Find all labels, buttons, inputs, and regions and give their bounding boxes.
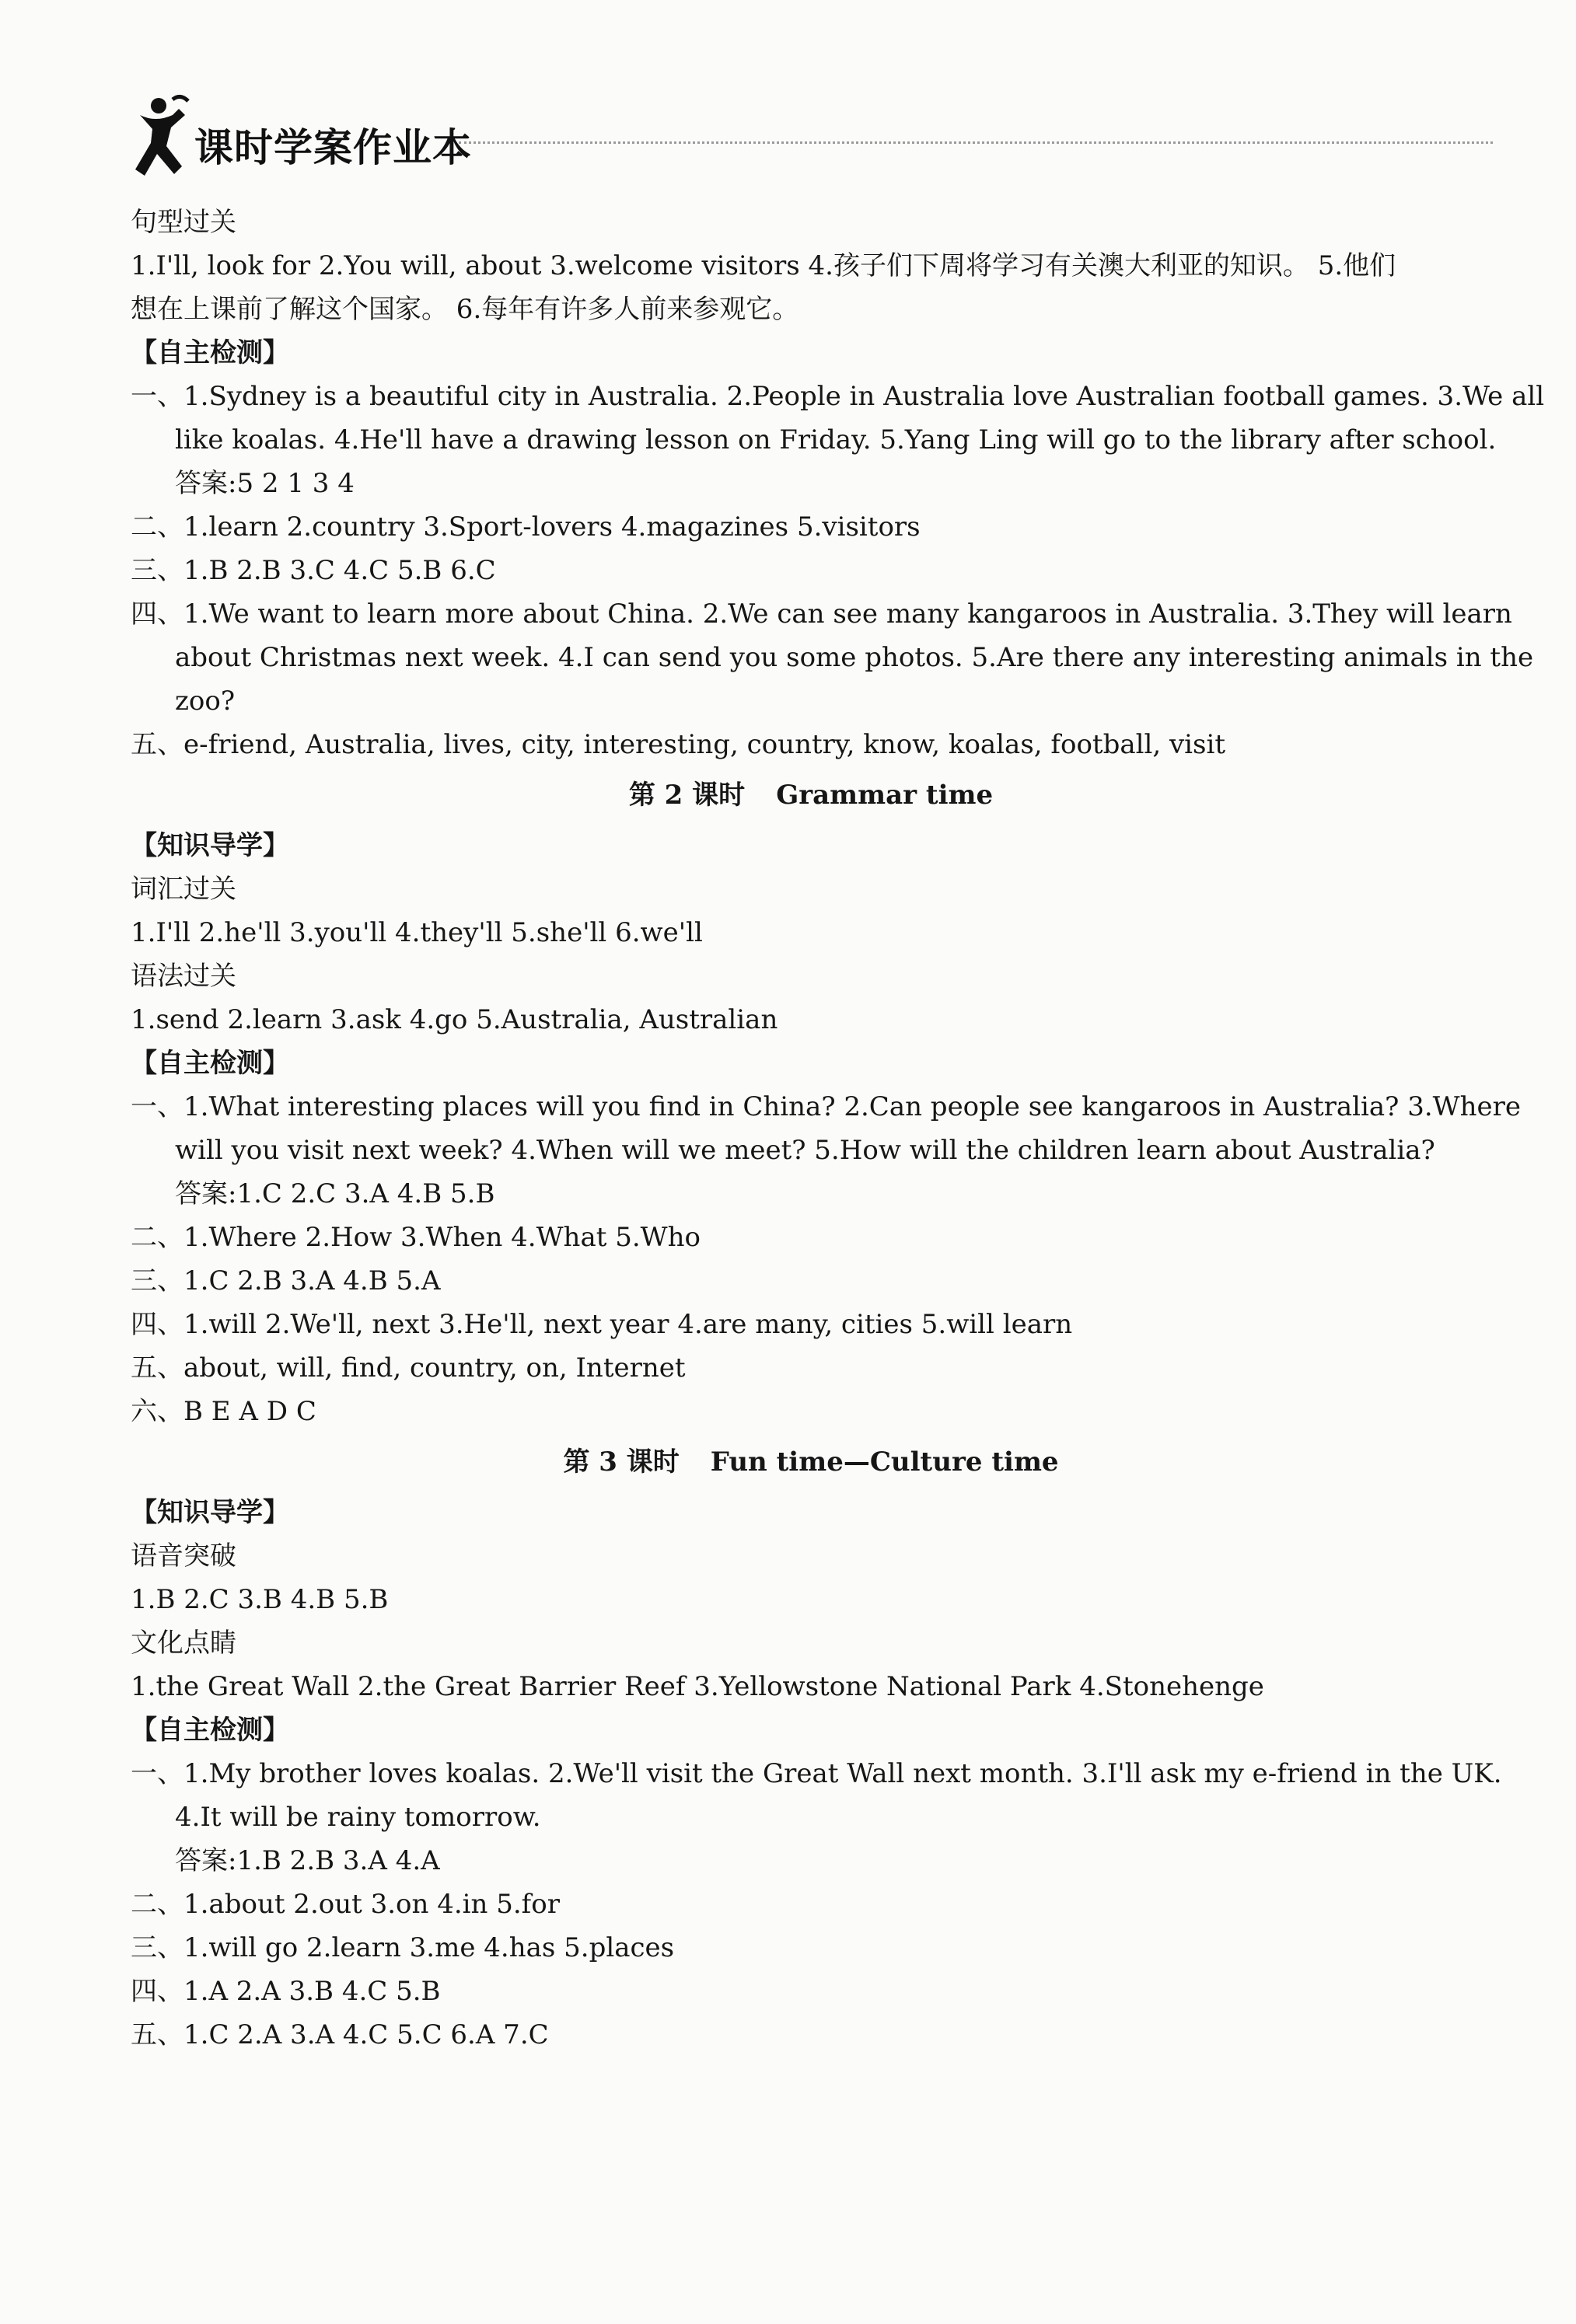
answer-content	[131, 201, 1545, 2057]
q5-answers: 五、e-friend, Australia, lives, city, interesting, country, know, koalas, football, visit	[131, 729, 1226, 760]
q3-answers: 三、1.will go 2.learn 3.me 4.has 5.places	[131, 1932, 675, 1963]
sentence-answers-line-2: 想在上课前了解这个国家。 6.每年有许多人前来参观它。	[131, 294, 799, 325]
q1-line-1: 一、1.My brother loves koalas. 2.We'll visit the Great Wall next month. 3.I'll ask my e-friend in the UK.	[131, 1758, 1502, 1789]
q1-answer: 答案:1.B 2.B 3.A 4.A	[175, 1845, 440, 1876]
q2-answers: 二、1.Where 2.How 3.When 4.What 5.Who	[131, 1222, 701, 1253]
phonics-answers: 1.B 2.C 3.B 4.B 5.B	[131, 1584, 389, 1615]
knowledge-heading: 【知识导学】	[131, 1497, 289, 1528]
phonics-heading: 语音突破	[131, 1541, 236, 1572]
lesson-2-title: Grammar time	[776, 780, 994, 811]
lesson-3-label: 第 3 课时	[563, 1446, 680, 1478]
q3-answers: 三、1.C 2.B 3.A 4.B 5.A	[131, 1265, 441, 1296]
lesson-3-heading	[131, 1436, 1491, 1488]
self-check-heading: 【自主检测】	[131, 337, 289, 368]
q4-answers: 四、1.will 2.We'll, next 3.He'll, next year 4.are many, cities 5.will learn	[131, 1309, 1073, 1340]
q1-answer: 答案:1.C 2.C 3.A 4.B 5.B	[175, 1178, 495, 1209]
q1-line-2: like koalas. 4.He'll have a drawing lesson on Friday. 5.Yang Ling will go to the library after school.	[175, 424, 1497, 455]
q5-answers: 五、1.C 2.A 3.A 4.C 5.C 6.A 7.C	[131, 2019, 549, 2050]
q4-line-2: about Christmas next week. 4.I can send you some photos. 5.Are there any interesting animals in the	[175, 642, 1534, 673]
lesson-2-heading	[131, 769, 1491, 821]
vocab-heading: 词汇过关	[131, 874, 236, 905]
vocab-answers: 1.I'll 2.he'll 3.you'll 4.they'll 5.she'll 6.we'll	[131, 917, 703, 948]
q2-answers: 二、1.learn 2.country 3.Sport-lovers 4.magazines 5.visitors	[131, 511, 921, 543]
q5-answers: 五、about, will, find, country, on, Internet	[131, 1352, 686, 1384]
q1-line-2: will you visit next week? 4.When will we meet? 5.How will the children learn about Australia?	[175, 1135, 1435, 1166]
q1-line-1: 一、1.What interesting places will you find in China? 2.Can people see kangaroos in Australia? 3.Where	[131, 1091, 1521, 1122]
self-check-heading: 【自主检测】	[131, 1048, 289, 1079]
q1-line-2: 4.It will be rainy tomorrow.	[175, 1802, 541, 1833]
q1-line-1: 一、1.Sydney is a beautiful city in Australia. 2.People in Australia love Australian football games. 3.We all	[131, 381, 1545, 412]
q4-line-3: zoo?	[175, 686, 236, 717]
lesson-2-label: 第 2 课时	[628, 780, 746, 811]
knowledge-heading: 【知识导学】	[131, 830, 289, 861]
lesson-3-title: Fun time—Culture time	[710, 1446, 1059, 1478]
header-divider	[459, 141, 1493, 144]
runner-logo-icon	[124, 92, 202, 185]
grammar-heading: 语法过关	[131, 961, 236, 992]
q6-answers: 六、B E A D C	[131, 1396, 316, 1427]
self-check-heading: 【自主检测】	[131, 1715, 289, 1746]
sentence-answers-line-1: 1.I'll, look for 2.You will, about 3.welcome visitors 4.孩子们下周将学习有关澳大利亚的知识。 5.他们	[131, 250, 1396, 281]
q4-line-1: 四、1.We want to learn more about China. 2.We can see many kangaroos in Australia. 3.They will learn	[131, 598, 1512, 630]
culture-heading: 文化点睛	[131, 1628, 236, 1659]
culture-answers: 1.the Great Wall 2.the Great Barrier Reef 3.Yellowstone National Park 4.Stonehenge	[131, 1671, 1264, 1702]
grammar-answers: 1.send 2.learn 3.ask 4.go 5.Australia, Australian	[131, 1004, 778, 1035]
q3-answers: 三、1.B 2.B 3.C 4.C 5.B 6.C	[131, 555, 496, 586]
q2-answers: 二、1.about 2.out 3.on 4.in 5.for	[131, 1889, 560, 1920]
sentence-heading: 句型过关	[131, 207, 236, 238]
q1-answer: 答案:5 2 1 3 4	[175, 468, 355, 499]
q4-answers: 四、1.A 2.A 3.B 4.C 5.B	[131, 1976, 441, 2007]
brand-title: 课时学案作业本	[194, 125, 472, 170]
